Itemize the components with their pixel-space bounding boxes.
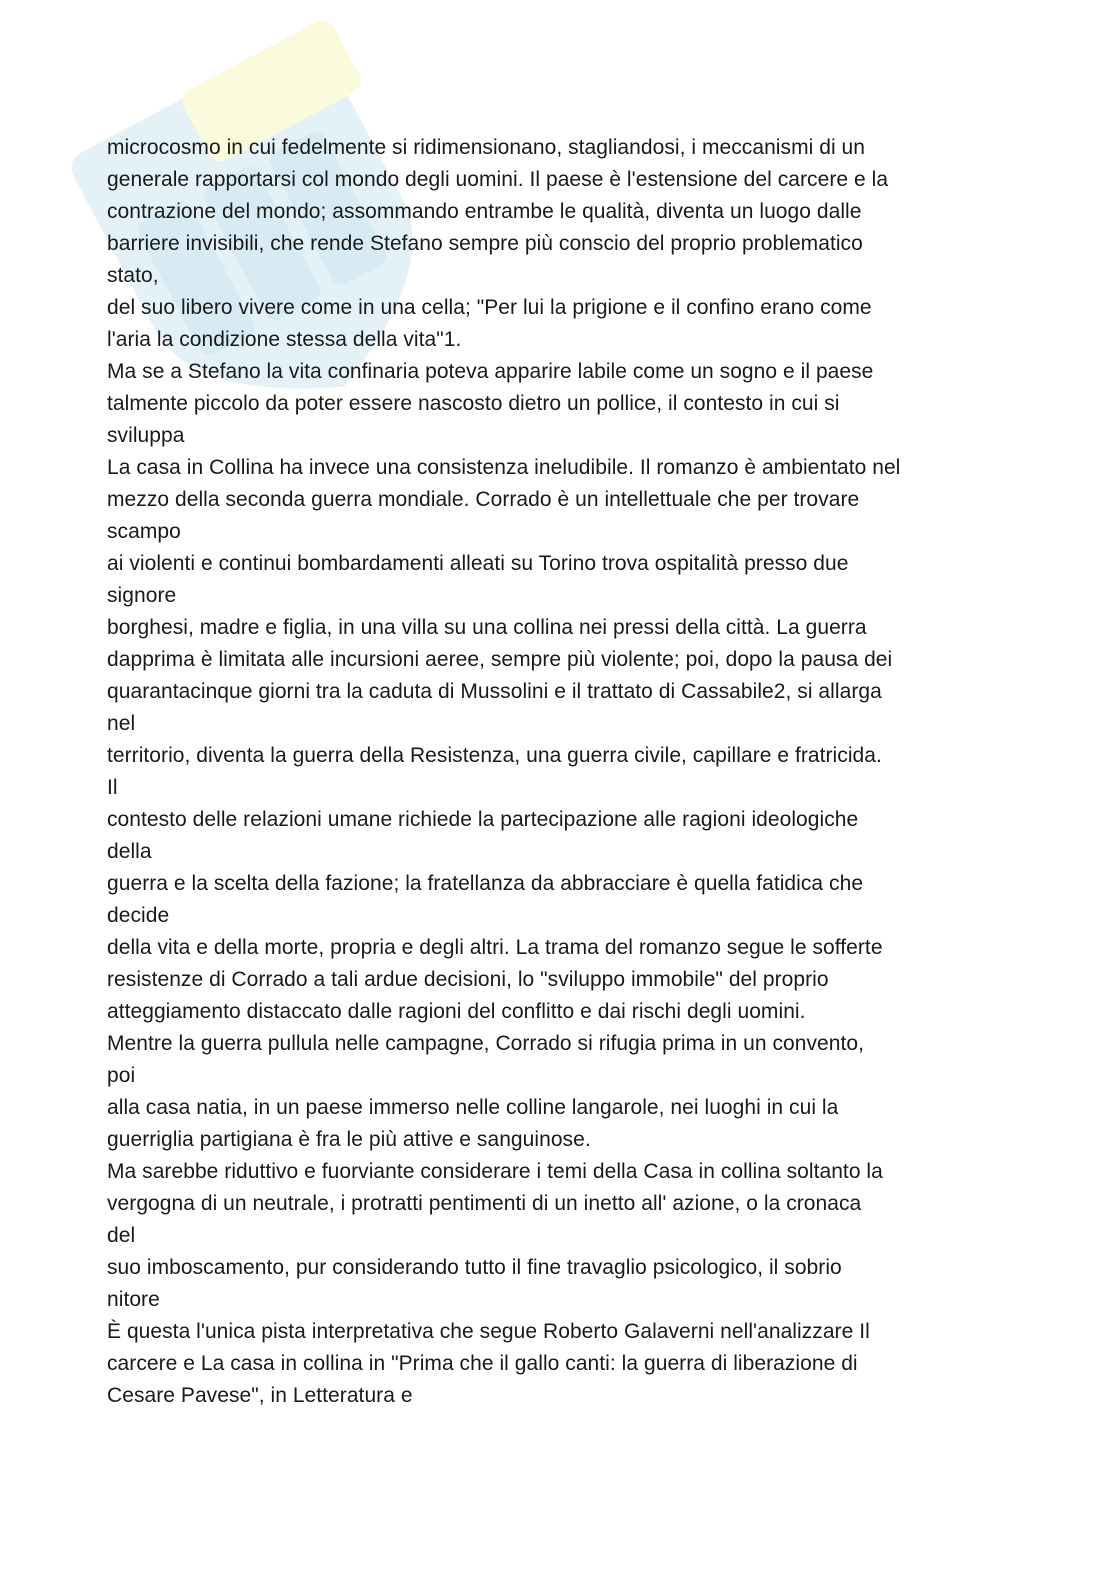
text-line: carcere e La casa in collina in "Prima che il gallo canti: la guerra di liberazione di xyxy=(107,1352,858,1375)
text-line: ai violenti e continui bombardamenti alleati su Torino trova ospitalità presso due xyxy=(107,552,849,575)
text-line: guerra e la scelta della fazione; la fratellanza da abbracciare è quella fatidica che xyxy=(107,872,864,895)
text-line: resistenze di Corrado a tali ardue decisioni, lo "sviluppo immobile" del proprio xyxy=(107,968,829,991)
text-line: La casa in Collina ha invece una consistenza ineludibile. Il romanzo è ambientato nel xyxy=(107,456,901,479)
text-line: territorio, diventa la guerra della Resistenza, una guerra civile, capillare e fratricida. xyxy=(107,744,882,767)
text-line: decide xyxy=(107,904,170,927)
body-text xyxy=(107,132,1007,1412)
text-line: stato, xyxy=(107,264,159,287)
text-line: guerriglia partigiana è fra le più attive e sanguinose. xyxy=(107,1128,591,1151)
text-line: della xyxy=(107,840,152,863)
text-line: del suo libero vivere come in una cella; "Per lui la prigione e il confino erano come xyxy=(107,296,872,319)
text-line: Ma sarebbe riduttivo e fuorviante considerare i temi della Casa in collina soltanto la xyxy=(107,1160,883,1183)
text-line: del xyxy=(107,1224,136,1247)
text-line: È questa l'unica pista interpretativa che segue Roberto Galaverni nell'analizzare Il xyxy=(107,1320,870,1343)
text-line: talmente piccolo da poter essere nascosto dietro un pollice, il contesto in cui si xyxy=(107,392,840,415)
text-line: quarantacinque giorni tra la caduta di Mussolini e il trattato di Cassabile2, si allarga xyxy=(107,680,882,703)
text-line: atteggiamento distaccato dalle ragioni del conflitto e dai rischi degli uomini. xyxy=(107,1000,806,1023)
text-line: Cesare Pavese", in Letteratura e xyxy=(107,1384,413,1407)
text-line: poi xyxy=(107,1064,136,1087)
text-line: generale rapportarsi col mondo degli uomini. Il paese è l'estensione del carcere e la xyxy=(107,168,889,191)
text-line: Mentre la guerra pullula nelle campagne, Corrado si rifugia prima in un convento, xyxy=(107,1032,864,1055)
text-line: suo imboscamento, pur considerando tutto il fine travaglio psicologico, il sobrio xyxy=(107,1256,842,1279)
text-line: vergogna di un neutrale, i protratti pentimenti di un inetto all' azione, o la cronaca xyxy=(107,1192,862,1215)
text-line: Il xyxy=(107,776,118,799)
text-line: sviluppa xyxy=(107,424,185,447)
text-line: borghesi, madre e figlia, in una villa su una collina nei pressi della città. La guerra xyxy=(107,616,867,639)
text-line: contesto delle relazioni umane richiede la partecipazione alle ragioni ideologiche xyxy=(107,808,859,831)
text-line: Ma se a Stefano la vita confinaria poteva apparire labile come un sogno e il paese xyxy=(107,360,874,383)
text-line: dapprima è limitata alle incursioni aeree, sempre più violente; poi, dopo la pausa dei xyxy=(107,648,893,671)
text-line: nel xyxy=(107,712,136,735)
text-line: barriere invisibili, che rende Stefano sempre più conscio del proprio problematico xyxy=(107,232,863,255)
text-line: della vita e della morte, propria e degli altri. La trama del romanzo segue le sofferte xyxy=(107,936,883,959)
text-line: scampo xyxy=(107,520,181,543)
text-line: mezzo della seconda guerra mondiale. Corrado è un intellettuale che per trovare xyxy=(107,488,860,511)
text-line: microcosmo in cui fedelmente si ridimensionano, stagliandosi, i meccanismi di un xyxy=(107,136,865,159)
text-line: contrazione del mondo; assommando entrambe le qualità, diventa un luogo dalle xyxy=(107,200,862,223)
text-line: alla casa natia, in un paese immerso nelle colline langarole, nei luoghi in cui la xyxy=(107,1096,839,1119)
text-line: signore xyxy=(107,584,177,607)
text-line: l'aria la condizione stessa della vita"1. xyxy=(107,328,462,351)
text-line: nitore xyxy=(107,1288,160,1311)
